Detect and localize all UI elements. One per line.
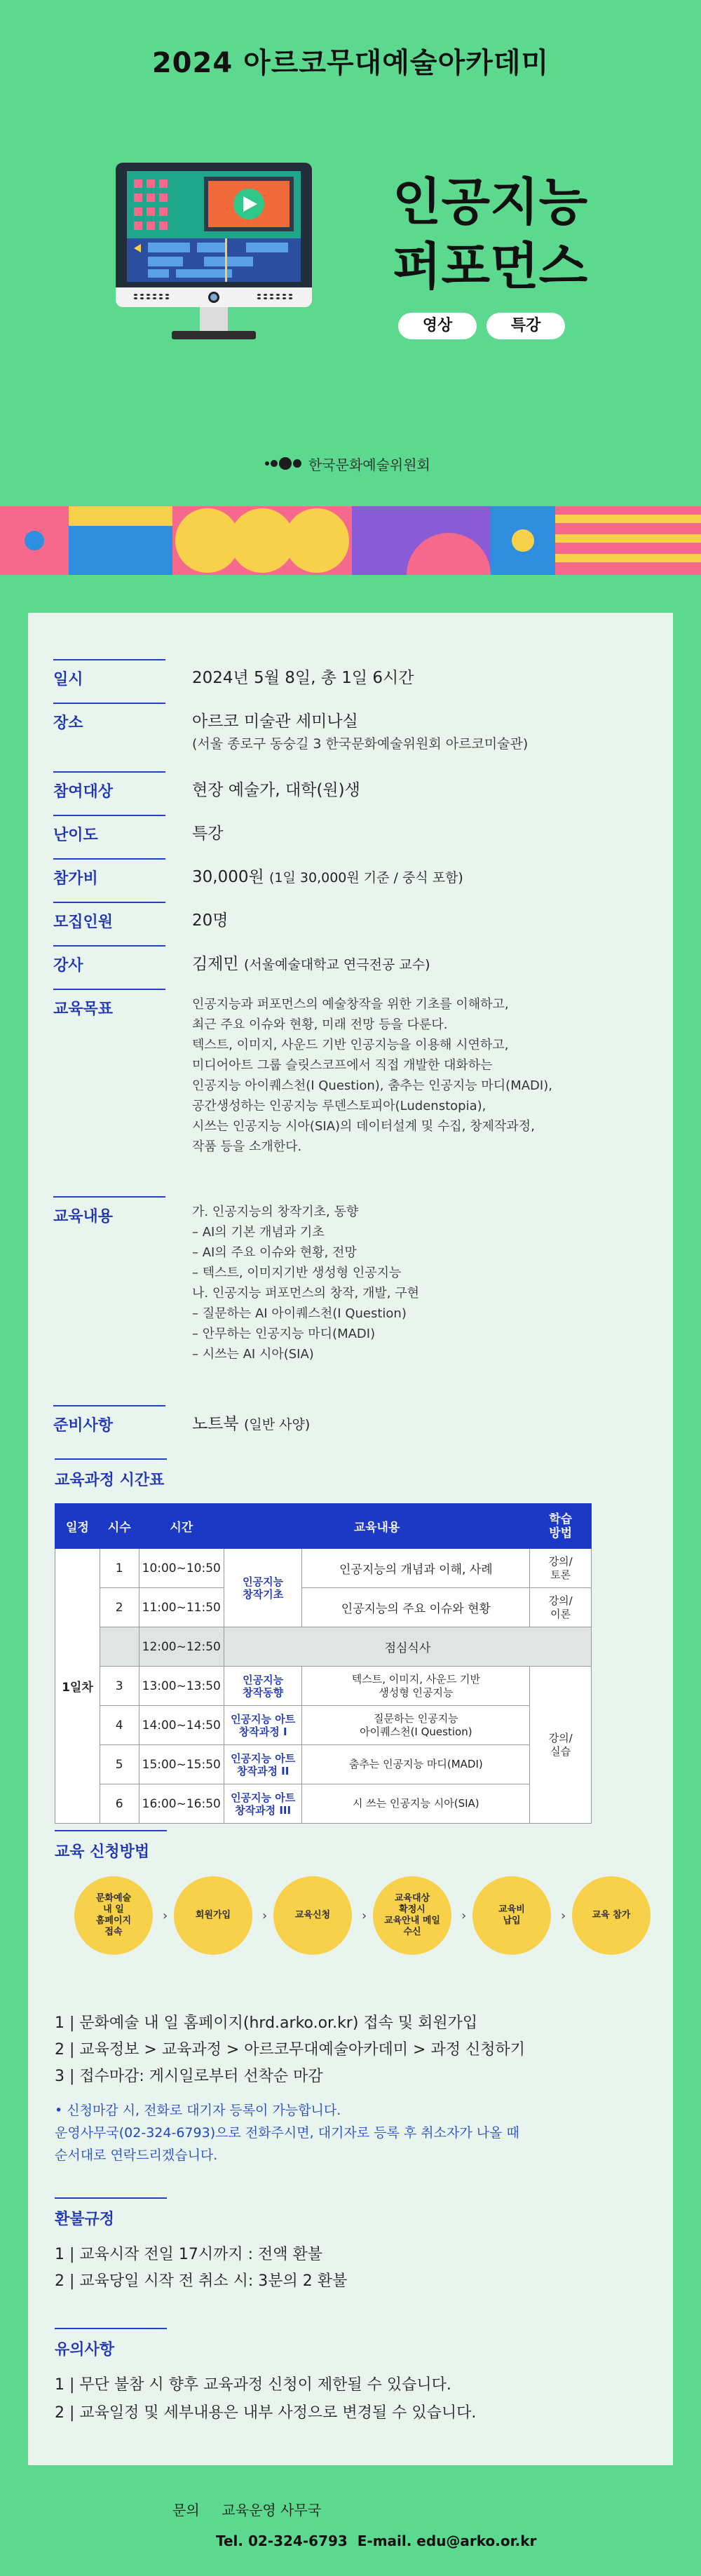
value-venue-address: (서울 종로구 동숭길 3 한국문화예술위원회 아르코미술관) <box>192 736 529 752</box>
apply-line-2: 2 | 교육정보 > 교육과정 > 아르코무대예술아카데미 > 과정 신청하기 <box>55 2041 525 2059</box>
value-content: 가. 인공지능의 창작기초, 동향 – AI의 기본 개념과 기초 – AI의 주요 이슈와 현황, 전망 – 텍스트, 이미지기반 생성형 인공지능 나. 인공지능 퍼포먼스의 창작, 개발, 구현 – 질문하는 AI 아이퀘스천(I Question) – 안무하는 인공지능 마디(MADI) – 시쓰는 AI 시아(SIA) <box>192 1205 419 1362</box>
table-row: 3 13:00~13:50 인공지능 창작동향 텍스트, 이미지, 사운드 기반 생성형 인공지능 강의/ 실습 <box>55 1667 592 1706</box>
tag-video: 영상 <box>398 313 477 339</box>
label-level: 난이도 <box>53 815 165 845</box>
value-preparation: 노트북 (일반 사양) <box>192 1415 311 1433</box>
col-header-session: 시수 <box>100 1504 139 1549</box>
chevron-right-icon: › <box>163 1909 168 1923</box>
caution-line-1: 1 | 무단 불참 시 향후 교육과정 신청이 제한될 수 있습니다. <box>55 2376 451 2394</box>
apply-waitlist-note: • 신청마감 시, 전화로 대기자 등록이 가능합니다. 운영사무국(02-324-6793)으로 전화주시면, 대기자로 등록 후 취소자가 나올 때 순서대로 연락드리겠습니다. <box>55 2103 519 2163</box>
refund-line-2: 2 | 교육당일 시작 전 취소 시: 3분의 2 환불 <box>55 2272 348 2290</box>
table-row: 2 11:00~11:50 인공지능의 주요 이슈와 현황 강의/ 이론 <box>55 1588 592 1627</box>
step-payment: 교육비 납입 <box>472 1876 551 1955</box>
table-row: 4 14:00~14:50 인공지능 아트 창작과정 I 질문하는 인공지능 아이퀘스천(I Question) <box>55 1706 592 1745</box>
speaker-grill-icon <box>132 293 170 300</box>
table-row: 5 15:00~15:50 인공지능 아트 창작과정 II 춤추는 인공지능 마디(MADI) <box>55 1745 592 1784</box>
table-row-lunch: 12:00~12:50 점심식사 <box>55 1627 592 1667</box>
arko-logo-icon <box>265 457 303 470</box>
chevron-right-icon: › <box>362 1909 367 1923</box>
label-goal: 교육목표 <box>53 989 165 1019</box>
value-venue: 아르코 미술관 세미나실 <box>192 712 358 731</box>
step-attend: 교육 참가 <box>572 1876 651 1955</box>
value-goal: 인공지능과 퍼포먼스의 예술창작을 위한 기초를 이해하고, 최근 주요 이슈와 현황, 미래 전망 등을 다룬다. 텍스트, 이미지, 사운드 기반 인공지능을 이용해 시연하고, 미디어아트 그룹 슬릿스코프에서 직접 개발한 대화하는 인공지능 아이퀘스천(I Question), 춤추는 인공지능 마디(MADI), 공간생성하는 인공지능 루덴스토피아(Ludenstopia), 시쓰는 인공지능 시아(SIA)의 데이터설계 및 수집, 창제작과정, 작품 등을 소개한다. <box>192 997 552 1154</box>
table-header-row <box>55 1504 592 1549</box>
monitor-illustration <box>116 163 312 355</box>
step-apply: 교육신청 <box>273 1876 352 1955</box>
footer-contact-detail: Tel. 02-324-6793 E-mail. edu@arko.or.kr <box>216 2533 537 2549</box>
value-instructor: 김제민 (서울예술대학교 연극전공 교수) <box>192 955 430 973</box>
step-sign-up: 회원가입 <box>174 1876 252 1955</box>
table-row: 1일차 1 10:00~10:50 인공지능 창작기초 인공지능의 개념과 이해, 사례 강의/ 토론 <box>55 1549 592 1588</box>
refund-title: 환불규정 <box>55 2197 167 2229</box>
label-preparation: 준비사항 <box>53 1405 165 1435</box>
step-visit-site: 문화예술 내 일 홈페이지 접속 <box>74 1876 153 1955</box>
label-content: 교육내용 <box>53 1196 165 1226</box>
caution-title: 유의사항 <box>55 2328 167 2359</box>
label-fee: 참가비 <box>53 858 165 888</box>
speaker-grill-icon <box>256 293 294 300</box>
label-capacity: 모집인원 <box>53 902 165 932</box>
step-confirm-mail: 교육대상 확정시 교육안내 메일 수신 <box>373 1876 451 1955</box>
apply-line-1: 1 | 문화예술 내 일 홈페이지(hrd.arko.or.kr) 접속 및 회원가입 <box>55 2014 478 2032</box>
value-target: 현장 예술가, 대학(원)생 <box>192 781 360 799</box>
label-venue: 장소 <box>53 703 165 733</box>
value-date: 2024년 5월 8일, 총 1일 6시간 <box>192 669 414 687</box>
chevron-right-icon: › <box>561 1909 566 1923</box>
apply-title: 교육 신청방법 <box>55 1830 167 1862</box>
col-header-content: 교육내용 <box>224 1504 529 1549</box>
label-target: 참여대상 <box>53 771 165 801</box>
label-date: 일시 <box>53 659 165 689</box>
power-button-icon <box>208 292 219 303</box>
chevron-right-icon: › <box>461 1909 467 1923</box>
chevron-right-icon: › <box>262 1909 268 1923</box>
org-logo: 한국문화예술위원회 <box>265 453 430 474</box>
page-title: 2024 아르코무대예술아카데미 <box>151 47 550 79</box>
col-header-method: 학습 방법 <box>530 1504 592 1549</box>
label-instructor: 강사 <box>53 945 165 975</box>
col-header-time: 시간 <box>139 1504 224 1549</box>
day-cell: 1일차 <box>55 1549 100 1824</box>
hero-title: 인공지능 퍼포먼스 <box>393 172 588 296</box>
apply-line-3: 3 | 접수마감: 게시일로부터 선착순 마감 <box>55 2068 323 2085</box>
col-header-date: 일정 <box>55 1504 100 1549</box>
table-row: 6 16:00~16:50 인공지능 아트 창작과정 III 시 쓰는 인공지능 시아(SIA) <box>55 1784 592 1824</box>
caution-line-2: 2 | 교육일정 및 세부내용은 내부 사정으로 변경될 수 있습니다. <box>55 2404 477 2422</box>
tag-special-lecture: 특강 <box>486 313 565 339</box>
value-level: 특강 <box>192 825 224 843</box>
schedule-table <box>55 1503 592 1824</box>
refund-line-1: 1 | 교육시작 전일 17시까지 : 전액 환불 <box>55 2246 323 2263</box>
footer-contact: 문의 교육운영 사무국 <box>172 2502 322 2519</box>
value-fee: 30,000원 (1일 30,000원 기준 / 중식 포함) <box>192 868 463 886</box>
schedule-title: 교육과정 시간표 <box>55 1458 167 1490</box>
value-capacity: 20명 <box>192 911 229 930</box>
video-editor-icon <box>127 171 301 282</box>
decorative-band <box>0 506 701 575</box>
